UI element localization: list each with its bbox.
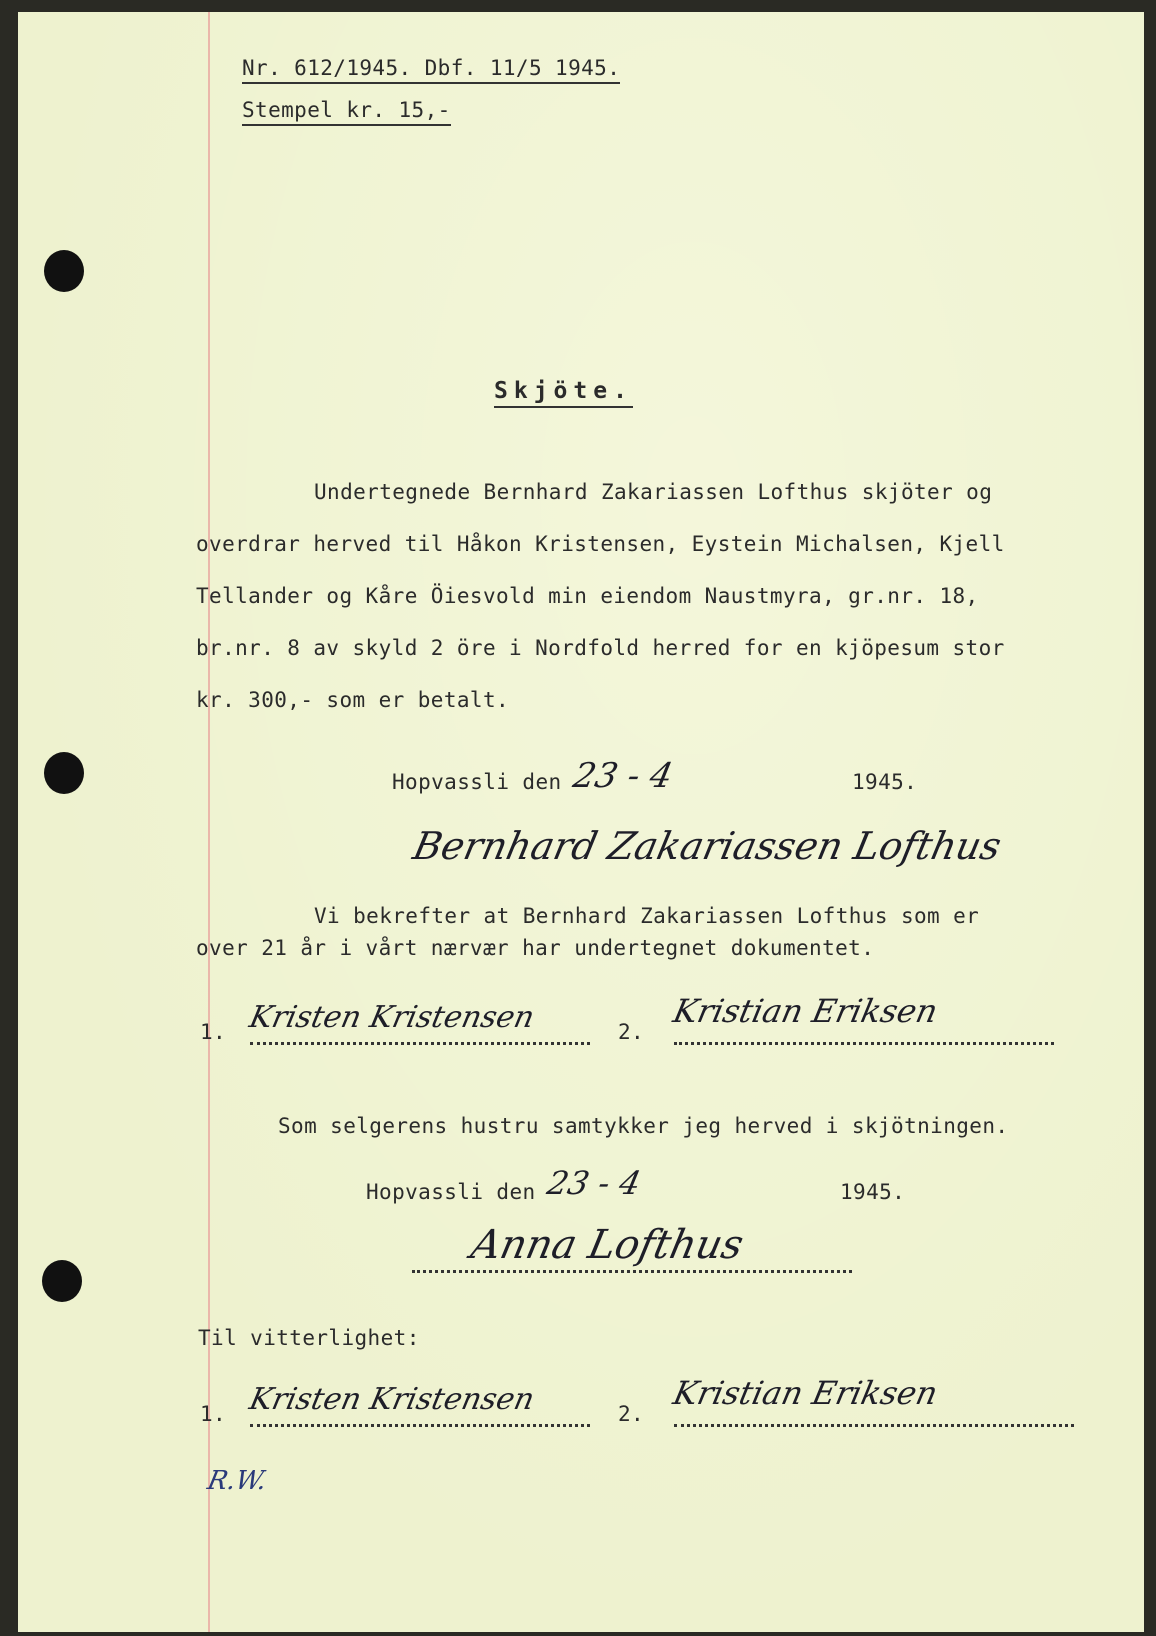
witness-number: 1. — [200, 1402, 227, 1426]
seller-signature: Bernhard Zakariassen Lofthus — [409, 824, 1006, 868]
place-date-2: Hopvassli den — [366, 1180, 536, 1204]
witness-statement-line: over 21 år i vårt nærvær har undertegnet dokumentet. — [196, 936, 875, 960]
witness-label: Til vitterlighet: — [198, 1326, 420, 1350]
initials: R.W. — [204, 1466, 270, 1496]
body-line: overdrar herved til Håkon Kristensen, Eystein Michalsen, Kjell — [196, 532, 1005, 556]
punch-hole — [42, 1260, 82, 1302]
witness-number: 2. — [618, 1020, 645, 1044]
witness-signature: Kristen Kristensen — [246, 1000, 538, 1035]
body-line: br.nr. 8 av skyld 2 öre i Nordfold herred for en kjöpesum stor — [196, 636, 1005, 660]
signature-line — [412, 1270, 852, 1273]
year-1: 1945. — [852, 770, 918, 794]
body-line: Undertegnede Bernhard Zakariassen Lofthus skjöter og — [314, 480, 993, 504]
punch-hole — [44, 752, 84, 794]
place-date-1: Hopvassli den — [392, 770, 562, 794]
registry-number: Nr. 612/1945. Dbf. 11/5 1945. — [242, 56, 620, 84]
signature-line — [250, 1042, 590, 1045]
margin-line — [208, 12, 210, 1632]
spouse-consent: Som selgerens hustru samtykker jeg herved i skjötningen. — [278, 1114, 1009, 1138]
body-line: Tellander og Kåre Öiesvold min eiendom Naustmyra, gr.nr. 18, — [196, 584, 979, 608]
witness-signature: Kristen Kristensen — [246, 1382, 538, 1417]
handwritten-date-1: 23 - 4 — [569, 756, 677, 796]
punch-hole — [44, 250, 84, 292]
document-page — [18, 12, 1144, 1632]
witness-statement-line: Vi bekrefter at Bernhard Zakariassen Lofthus som er — [314, 904, 980, 928]
witness-signature: Kristian Eriksen — [669, 992, 942, 1030]
witness-number: 1. — [200, 1020, 227, 1044]
signature-line — [674, 1424, 1074, 1427]
signature-line — [674, 1042, 1054, 1045]
stamp-fee: Stempel kr. 15,- — [242, 98, 451, 126]
spouse-signature: Anna Lofthus — [467, 1222, 748, 1268]
body-line: kr. 300,- som er betalt. — [196, 688, 510, 712]
year-2: 1945. — [840, 1180, 906, 1204]
signature-line — [250, 1424, 590, 1427]
handwritten-date-2: 23 - 4 — [543, 1164, 645, 1202]
witness-signature: Kristian Eriksen — [669, 1374, 942, 1412]
witness-number: 2. — [618, 1402, 645, 1426]
document-title: Skjöte. — [494, 378, 633, 408]
